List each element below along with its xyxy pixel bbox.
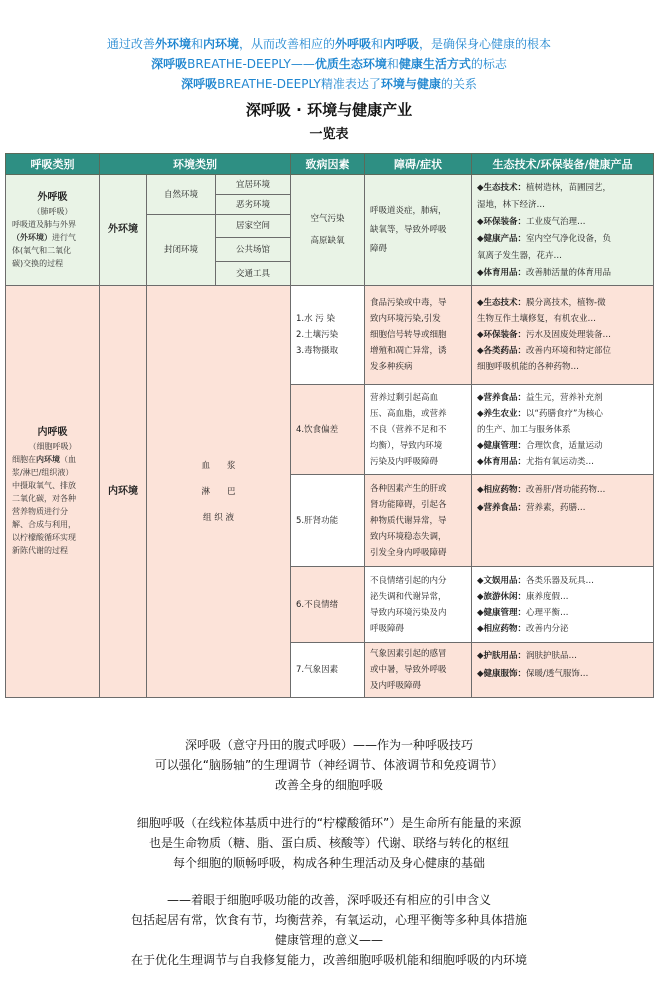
external-desc: 呼吸道及肺与外界: [12, 219, 76, 229]
product-value: 的生产、加工与服务体系: [477, 424, 571, 435]
product-key: ◆体育用品：: [477, 267, 527, 278]
symptom-line: 各种因素产生的肝或: [370, 483, 447, 494]
internal-title: 内呼吸: [37, 427, 68, 438]
symptom-cell: [365, 643, 472, 698]
product-key: ◆营养食品：: [477, 392, 527, 403]
symptom-line: 污染及内呼吸障碍: [370, 456, 439, 467]
sub-env-cell: 恶劣环境: [216, 195, 291, 215]
symptom-line: 缺氧等，导致外呼吸: [370, 225, 447, 235]
intro-line-2: 深呼吸BREATHE-DEEPLY——优质生态环境和健康生活方式的标志: [151, 57, 507, 71]
product-key: ◆养生农业：: [477, 408, 527, 419]
internal-desc: 细胞在: [12, 455, 36, 464]
factor-line: 空气污染: [310, 214, 345, 224]
external-desc: 碳)交换的过程: [12, 258, 64, 268]
product-value: 润肤护肤品…: [526, 651, 578, 661]
external-desc-rest: 进行气: [52, 232, 76, 242]
page-subtitle: 一览表: [309, 127, 349, 142]
symptom-line: 及内呼吸障碍: [370, 681, 422, 691]
industry-table: [5, 153, 654, 698]
symptom-line: 增殖和凋亡异常，诱: [370, 346, 447, 356]
sub-env-cell: 公共场馆: [216, 238, 291, 262]
external-desc-bold: （外环境）: [12, 232, 52, 242]
intro-line-3: 深呼吸BREATHE-DEEPLY精准表达了环境与健康的关系: [181, 77, 477, 91]
products-cell: [472, 643, 654, 698]
internal-desc: 中摄取氧气、排放: [12, 481, 76, 490]
closed-env-cell: 封闭环境: [147, 215, 216, 286]
paragraph-line: 健康管理的意义——: [274, 933, 383, 947]
symptom-cell: [365, 567, 472, 643]
internal-desc: （血: [60, 455, 76, 464]
header-factor: 致病因素: [291, 154, 365, 175]
product-value: 康养度假…: [526, 591, 569, 602]
paragraph-line: 在于优化生理调节与自我修复能力，改善细胞呼吸机能和细胞呼吸的内环境: [130, 953, 527, 967]
product-key: ◆相应药物：: [477, 485, 527, 495]
symptom-line: 营养过剩引起高血: [370, 392, 439, 403]
header-symptom: 障碍/症状: [365, 154, 472, 175]
internal-fluids-cell: [147, 286, 291, 698]
fluid-label: 淋 巴: [201, 486, 236, 497]
intro-line-1: 通过改善外环境和内环境，从而改善相应的外呼吸和内呼吸，是确保身心健康的根本: [106, 37, 552, 51]
products-cell: [472, 286, 654, 385]
external-symptom-cell: [365, 175, 472, 286]
symptom-line: 泌失调和代谢异常，: [370, 591, 447, 602]
symptom-line: 致内环境污染,引发: [370, 314, 441, 324]
internal-paren: （细胞呼吸）: [28, 442, 77, 451]
fluid-label: 血 浆: [201, 460, 236, 471]
header-env-type: 环境类别: [100, 154, 291, 175]
paragraph-line: 改善全身的细胞呼吸: [274, 778, 383, 792]
product-key: ◆健康服饰：: [477, 669, 527, 679]
product-value: 保暖/透气服饰…: [526, 669, 589, 679]
internal-desc: 解、合成与利用，: [12, 520, 76, 529]
factor-cell: 4.饮食偏差: [291, 385, 365, 475]
symptom-line: 均衡），导致内环境: [370, 440, 443, 451]
paragraph-line: 也是生命物质（糖、脂、蛋白质、核酸等）代谢、联络与转化的枢纽: [148, 836, 509, 850]
product-key: ◆健康产品：: [477, 233, 527, 244]
symptom-cell: [365, 385, 472, 475]
product-key: ◆环保装备：: [477, 216, 527, 227]
product-key: ◆营养食品：: [477, 503, 527, 513]
product-value: 合理饮食，适量运动: [526, 440, 603, 451]
internal-desc-bold: 内环境: [36, 455, 60, 464]
external-factor-cell: [291, 175, 365, 286]
factor-line: 1.水 污 染: [296, 314, 336, 324]
product-value: 细胞呼吸机能的各种药物…: [477, 362, 580, 372]
internal-desc: 营养物质进行分: [12, 507, 68, 516]
paragraph-line: 细胞呼吸（在线粒体基质中进行的“柠檬酸循环”）是生命所有能量的来源: [136, 816, 522, 830]
product-value: 改善肝/肾功能药物…: [526, 485, 606, 495]
external-breath-cell: [6, 175, 100, 286]
paragraph-line: ——着眼于细胞呼吸功能的改善，深呼吸还有相应的引申含义: [166, 893, 491, 907]
product-value: 膜分离技术，植物-微: [526, 298, 606, 308]
internal-desc: 二氧化碳，对各种: [12, 494, 76, 503]
product-key: ◆护肤用品：: [477, 651, 527, 661]
external-products-cell: [472, 175, 654, 286]
product-value: 尤指有氧运动类…: [526, 456, 595, 467]
symptom-line: 食品污染或中毒，导: [370, 298, 447, 308]
factor-line: 2.土壤污染: [296, 330, 339, 340]
natural-env-cell: 自然环境: [147, 175, 216, 215]
page-title: 深呼吸 · 环境与健康产业: [245, 101, 413, 119]
header-products: 生态技术/环保装备/健康产品: [472, 154, 654, 175]
sub-env-cell: 宜居环境: [216, 175, 291, 195]
product-key: ◆各类药品：: [477, 346, 527, 356]
external-desc: 体(氧气和二氧化: [12, 245, 72, 255]
symptom-line: 导致内环境污染及内: [370, 607, 447, 618]
sub-env-cell: 交通工具: [216, 262, 291, 286]
product-key: ◆生态技术：: [477, 298, 527, 308]
product-value: 改善内环境和特定部位: [526, 346, 612, 356]
product-value: 氧离子发生器，花卉…: [477, 250, 563, 261]
products-cell: [472, 385, 654, 475]
factor-cell: 5.肝肾功能: [291, 475, 365, 567]
products-cell: [472, 475, 654, 567]
external-title: 外呼吸: [37, 191, 68, 203]
fluid-label: 组 织 液: [203, 512, 234, 523]
product-key: ◆相应药物：: [477, 623, 527, 634]
product-key: ◆文娱用品：: [477, 575, 527, 586]
symptom-line: 肾功能障碍，引起各: [370, 499, 447, 510]
factor-cell: 6.不良情绪: [291, 567, 365, 643]
factor-cell: [291, 286, 365, 385]
product-key: ◆体育用品：: [477, 456, 527, 467]
factor-line: 3.毒物摄取: [296, 346, 339, 356]
product-value: 室内空气净化设备，负: [526, 233, 612, 244]
symptom-line: 呼吸障碍: [370, 623, 405, 634]
product-value: 以“药膳食疗”为核心: [526, 408, 603, 419]
symptom-cell: [365, 286, 472, 385]
factor-cell: 7.气象因素: [291, 643, 365, 698]
sub-env-cell: 居家空间: [216, 215, 291, 238]
table-row: [6, 286, 654, 385]
internal-desc: 以柠檬酸循环实现: [12, 533, 76, 542]
paragraph-line: 深呼吸（意守丹田的腹式呼吸）——作为一种呼吸技巧: [184, 738, 473, 752]
factor-line: 高原缺氧: [310, 236, 345, 246]
symptom-line: 致内环境稳态失调，: [370, 531, 447, 542]
symptom-line: 气象因素引起的感冒: [370, 649, 447, 659]
symptom-line: 发多种疾病: [370, 362, 413, 372]
product-value: 各类乐器及玩具…: [526, 575, 595, 586]
product-value: 改善内分泌: [526, 623, 569, 634]
table-header-row: [6, 154, 654, 175]
symptom-line: 障碍: [370, 244, 388, 254]
internal-breath-cell: [6, 286, 100, 698]
product-value: 生物互作土壤修复，有机农业…: [477, 314, 597, 324]
paragraph-deep-breathing: [0, 735, 658, 795]
paragraph-health-management: [0, 890, 658, 970]
paragraph-line: 可以强化“脑肠轴”的生理调节（神经调节、体液调节和免疫调节）: [154, 758, 504, 772]
product-value: 营养素，药膳…: [526, 503, 586, 513]
symptom-line: 引发全身内呼吸障碍: [370, 547, 447, 558]
product-key: ◆生态技术：: [477, 182, 527, 193]
paragraph-line: 包括起居有常，饮食有节，均衡营养，有氧运动，心理平衡等多种具体措施: [130, 913, 527, 927]
external-paren: （肺呼吸）: [32, 206, 73, 216]
product-value: 湿地，林下经济…: [477, 199, 546, 210]
table-row: [6, 175, 654, 195]
product-value: 改善肺活量的体育用品: [526, 267, 612, 278]
symptom-line: 压、高血脂，或营养: [370, 408, 447, 419]
symptom-line: 不良情绪引起的内分: [370, 575, 447, 586]
product-key: ◆环保装备：: [477, 330, 527, 340]
product-key: ◆健康管理：: [477, 607, 527, 618]
paragraph-line: 每个细胞的顺畅呼吸，构成各种生理活动及身心健康的基础: [172, 856, 485, 870]
product-value: 心理平衡…: [526, 607, 569, 618]
product-key: ◆旅游休闲：: [477, 591, 527, 602]
internal-env-cell: 内环境: [100, 286, 147, 698]
paragraph-cell-respiration: [0, 813, 658, 873]
internal-desc: 新陈代谢的过程: [12, 546, 68, 555]
symptom-line: 细胞信号转导或细胞: [370, 330, 447, 340]
internal-desc: 浆/淋巴/组织液）: [12, 468, 74, 477]
external-env-cell: 外环境: [100, 175, 147, 286]
symptom-line: 或中暑，导致外呼吸: [370, 665, 447, 675]
product-value: 植树造林，苗圃园艺，: [526, 182, 612, 193]
symptom-cell: [365, 475, 472, 567]
product-key: ◆健康管理：: [477, 440, 527, 451]
symptom-line: 呼吸道炎症，肺病，: [370, 206, 447, 216]
symptom-line: 不良（营养不足和不: [370, 424, 447, 435]
header-breath-type: 呼吸类别: [6, 154, 100, 175]
symptom-line: 种物质代谢异常，导: [370, 515, 447, 526]
product-value: 工业废气治理…: [526, 216, 586, 227]
products-cell: [472, 567, 654, 643]
product-value: 污水及固废处理装备…: [526, 330, 612, 340]
product-value: 益生元，营养补充剂: [526, 392, 603, 403]
